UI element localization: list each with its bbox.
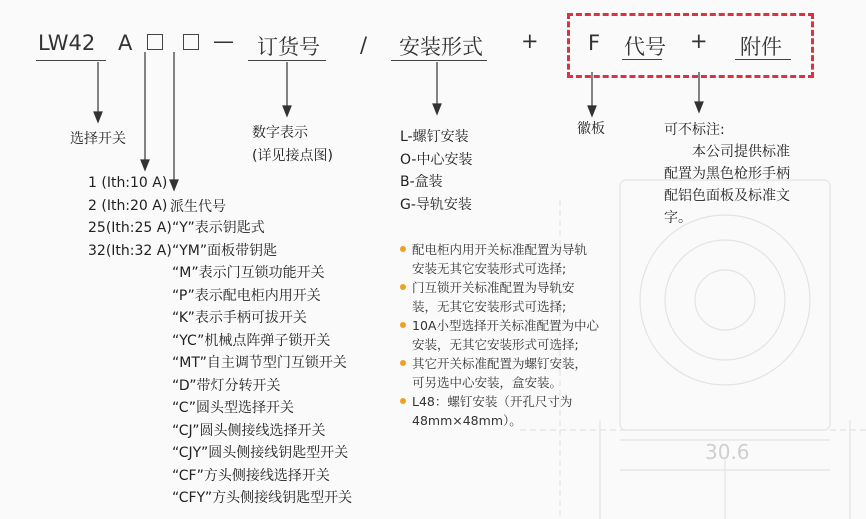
mount-option: B-盒装 bbox=[400, 174, 443, 190]
accessory-label: 附件 bbox=[740, 35, 782, 59]
slash: / bbox=[360, 33, 368, 57]
plus-1: + bbox=[521, 29, 539, 53]
derived-code-item: “YM”面板带钥匙 bbox=[172, 242, 278, 259]
rating-item: 2 (Ith:20 A) bbox=[88, 197, 168, 214]
mount-option: L-螺钉安装 bbox=[400, 129, 469, 145]
letter-f: F bbox=[588, 31, 601, 55]
mount-option: O-中心安装 bbox=[400, 151, 473, 168]
derived-code-item: “D”带灯分转开关 bbox=[172, 377, 281, 394]
bullet-icon bbox=[400, 284, 406, 290]
derived-code-item: “CFY”方头侧接线钥匙型开关 bbox=[172, 490, 353, 506]
order-number: 订货号 bbox=[257, 35, 320, 59]
note-item: L48：螺钉安装（开孔尺寸为 48mm×48mm）。 bbox=[400, 392, 615, 430]
derived-code-item: “Y”表示钥匙式 bbox=[172, 220, 265, 236]
derived-code-item: “P”表示配电柜内用开关 bbox=[172, 287, 321, 304]
derived-code-item: “CJY”圆头侧接线钥匙型开关 bbox=[172, 445, 349, 461]
derived-code-item: “C”圆头型选择开关 bbox=[172, 400, 295, 416]
ratings-list bbox=[88, 172, 172, 262]
derived-code-item: “K”表示手柄可拔开关 bbox=[172, 310, 307, 326]
accessory-note: 本公司提供标准 配置为黑色枪形手柄 配铝色面板及标准文 字。 bbox=[664, 144, 790, 226]
bullet-icon bbox=[400, 246, 406, 252]
rating-item: 1 (Ith:10 A) bbox=[88, 175, 168, 191]
mount-options-list bbox=[400, 126, 472, 216]
derived-code-item: “M”表示门互锁功能开关 bbox=[172, 265, 325, 281]
dash: — bbox=[213, 29, 234, 53]
letter-a: A bbox=[118, 31, 133, 55]
panel-label: 徽板 bbox=[577, 121, 605, 137]
derived-code-item: “YC”机械点阵弹子锁开关 bbox=[172, 332, 331, 349]
bullet-icon bbox=[400, 398, 406, 404]
plus-2: + bbox=[690, 29, 708, 53]
derived-code-item: “MT”自主调节型门互锁开关 bbox=[172, 355, 347, 371]
no-mark-label: 可不标注: bbox=[664, 122, 725, 138]
mount-option: G-导轨安装 bbox=[400, 196, 472, 213]
note-item: 其它开关标准配置为螺钉安装， 可另选中心安装，盒安装。 bbox=[400, 354, 615, 392]
rating-item: 32(Ith:32 A) bbox=[88, 242, 172, 259]
mount-type: 安装形式 bbox=[399, 35, 483, 59]
mount-notes bbox=[400, 240, 615, 430]
note-item: 门互锁开关标准配置为导轨安 装，无其它安装形式可选择; bbox=[400, 278, 615, 316]
derived-label: 派生代号 bbox=[170, 199, 226, 215]
derived-codes-list bbox=[172, 217, 352, 510]
model-code: LW42 bbox=[38, 31, 96, 55]
digit-label: 数字表示 bbox=[252, 125, 308, 141]
bullet-icon bbox=[400, 360, 406, 366]
rating-item: 25(Ith:25 A) bbox=[88, 220, 172, 236]
bullet-icon bbox=[400, 322, 406, 328]
switch-select-label: 选择开关 bbox=[70, 131, 126, 147]
note-item: 配电柜内用开关标准配置为导轨 安装无其它安装形式可选择; bbox=[400, 240, 615, 278]
derived-code-item: “CJ”圆头侧接线选择开关 bbox=[172, 422, 326, 439]
derived-code-item: “CF”方头侧接线选择开关 bbox=[172, 467, 330, 484]
digit-detail-label: (详见接点图) bbox=[252, 148, 333, 164]
watermark-dimension: 30.6 bbox=[705, 440, 750, 464]
note-item: 10A小型选择开关标准配置为中心 安装，无其它安装形式可选择; bbox=[400, 316, 615, 354]
code-label: 代号 bbox=[624, 35, 666, 59]
